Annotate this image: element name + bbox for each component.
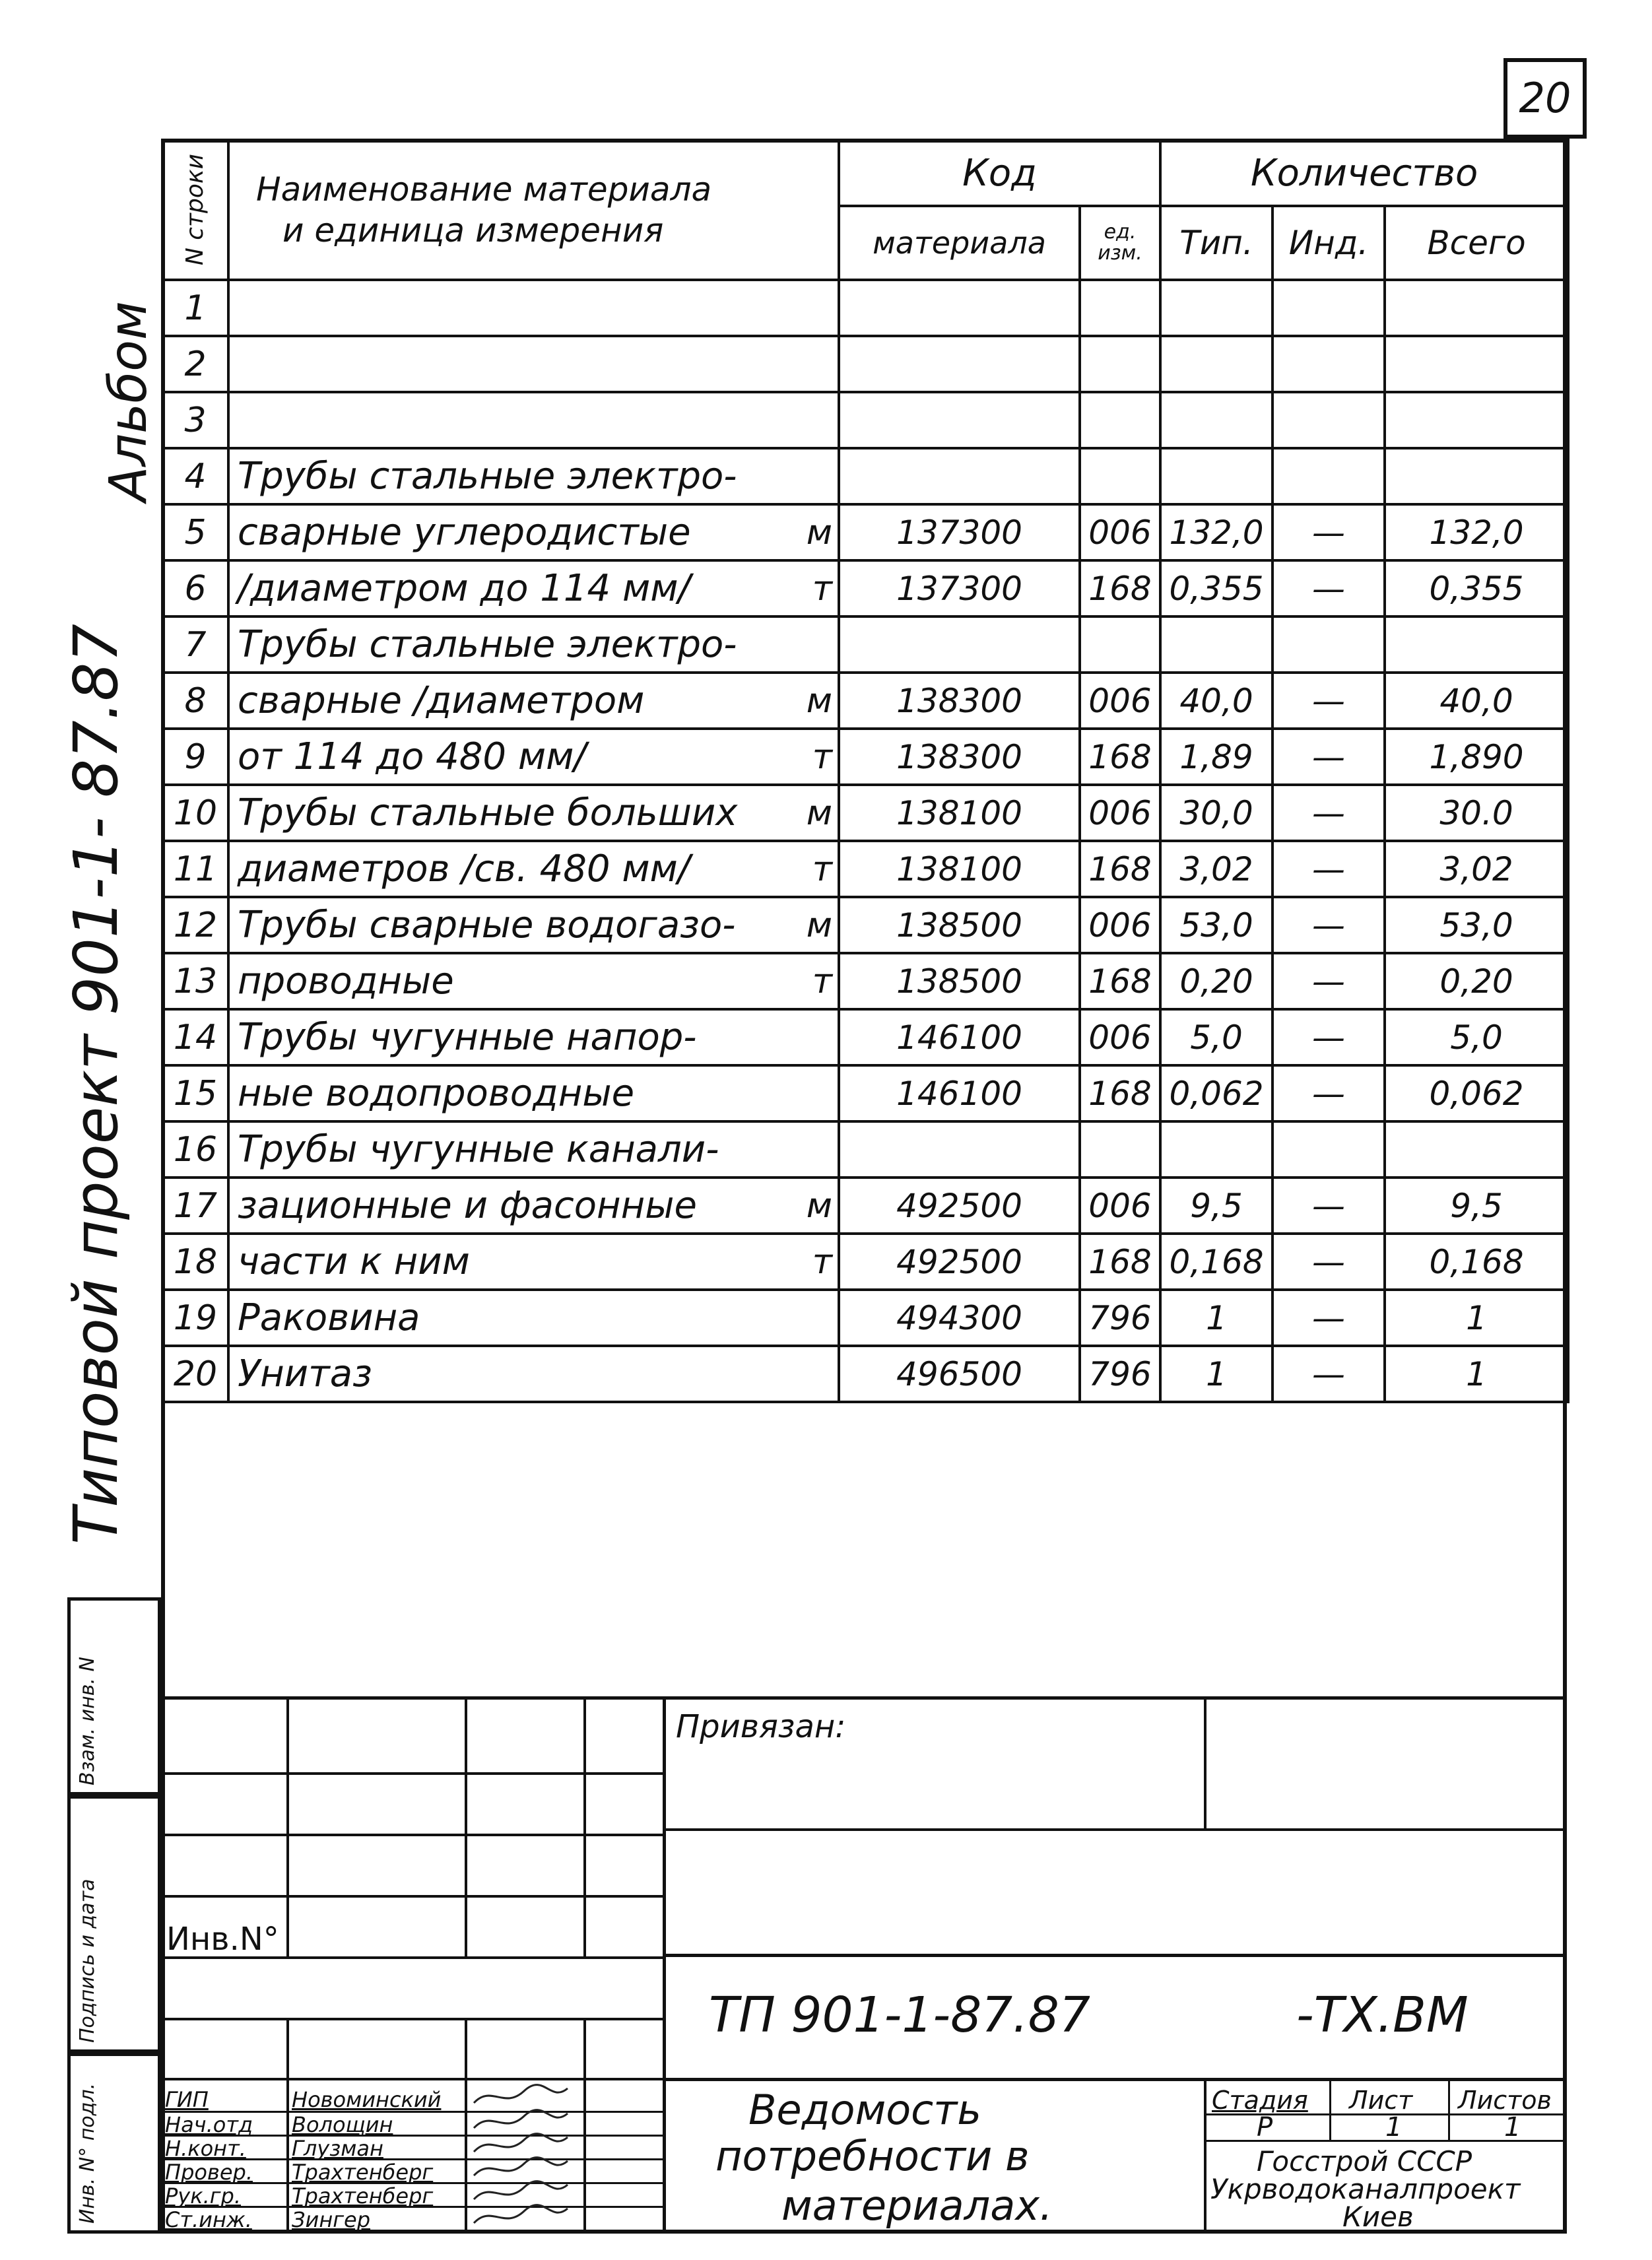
row-unit-letter: м [793,504,839,560]
row-name [228,336,793,392]
row-number: 18 [162,1234,228,1290]
row-name: Трубы сварные водогазо- [228,897,793,953]
row-unit-code [1080,616,1160,673]
row-qty-ind [1272,616,1385,673]
row-unit-code [1080,336,1160,392]
row-unit-code: 006 [1080,785,1160,841]
row-number: 6 [162,560,228,616]
row-unit-code: 168 [1080,1065,1160,1121]
row-name: сварные углеродистые [228,504,793,560]
row-code: 492500 [839,1234,1080,1290]
signatory-name: Новоминский [292,2087,442,2112]
row-unit-letter [793,1121,839,1178]
row-qty-total [1385,616,1568,673]
table-row [162,1065,1568,1121]
row-qty-ind [1272,336,1385,392]
row-unit-letter [793,1065,839,1121]
row-qty-total: 0,168 [1385,1234,1568,1290]
row-qty-typ: 5,0 [1160,1009,1272,1065]
table-row [162,1009,1568,1065]
row-qty-typ: 1 [1160,1290,1272,1346]
row-code: 492500 [839,1178,1080,1234]
row-unit-letter: т [793,953,839,1009]
row-qty-total: 0,20 [1385,953,1568,1009]
row-code [839,336,1080,392]
table-row [162,841,1568,897]
row-code: 138300 [839,673,1080,729]
row-unit-letter: м [793,897,839,953]
row-unit-code: 168 [1080,729,1160,785]
sheet-label: Лист [1349,2086,1413,2115]
row-number: 14 [162,1009,228,1065]
title-block [161,1696,1567,2234]
row-qty-typ: 3,02 [1160,841,1272,897]
row-number: 2 [162,336,228,392]
row-unit-code: 168 [1080,1234,1160,1290]
signature-mark [471,2203,570,2236]
row-code [839,280,1080,336]
row-number: 10 [162,785,228,841]
row-name: сварные /диаметром [228,673,793,729]
row-name: Трубы стальные больших [228,785,793,841]
table-row [162,560,1568,616]
doc-title-line2: потребности в [715,2132,1030,2180]
doc-mark: -ТХ.ВМ [1296,1987,1469,2044]
row-unit-code: 168 [1080,841,1160,897]
row-qty-total: 30.0 [1385,785,1568,841]
signatory-name: Глузман [292,2136,383,2161]
sheet-number-box [1503,58,1587,139]
signatory-role: Н.конт. [165,2136,246,2161]
row-qty-typ [1160,280,1272,336]
table-row [162,673,1568,729]
header-qty-typ: Тип. [1160,206,1272,280]
signatory-name: Трахтенберг [292,2183,434,2209]
table-row [162,785,1568,841]
row-unit-letter [793,616,839,673]
signatory-role: Ст.инж. [165,2207,252,2232]
table-row [162,897,1568,953]
row-qty-ind: — [1272,1346,1385,1402]
row-unit-letter: м [793,673,839,729]
row-unit-code: 796 [1080,1346,1160,1402]
row-qty-total: 53,0 [1385,897,1568,953]
row-number: 20 [162,1346,228,1402]
row-unit-letter: т [793,560,839,616]
row-qty-ind: — [1272,785,1385,841]
row-qty-ind: — [1272,1290,1385,1346]
header-code-material: материала [839,206,1080,280]
row-qty-typ: 0,168 [1160,1234,1272,1290]
stamp-original-inv-label: Инв. N° подл. [76,2082,99,2224]
row-code: 138500 [839,953,1080,1009]
row-code: 137300 [839,504,1080,560]
row-qty-ind [1272,448,1385,504]
row-name [228,280,793,336]
row-number: 12 [162,897,228,953]
row-qty-ind [1272,280,1385,336]
row-number: 4 [162,448,228,504]
stamp-signature-date [67,1795,161,2053]
row-qty-typ: 30,0 [1160,785,1272,841]
row-unit-code: 006 [1080,897,1160,953]
row-name: Унитаз [228,1346,793,1402]
row-qty-ind: — [1272,560,1385,616]
materials-table [161,139,1569,1403]
project-code: ТП 901-1-87.87 [709,1987,1090,2044]
row-unit-code: 168 [1080,953,1160,1009]
table-row [162,448,1568,504]
row-unit-code: 006 [1080,673,1160,729]
row-qty-typ: 1,89 [1160,729,1272,785]
row-qty-typ [1160,392,1272,448]
side-project-title: Типовой проект 901-1- 87.87 [61,624,131,1545]
header-name: Наименование материала и единица измерения [228,140,839,280]
org-line3: Киев [1342,2201,1414,2233]
row-qty-typ [1160,336,1272,392]
row-name: диаметров /св. 480 мм/ [228,841,793,897]
row-unit-letter [793,1290,839,1346]
row-unit-letter: м [793,785,839,841]
table-row [162,1290,1568,1346]
row-name: Трубы чугунные канали- [228,1121,793,1178]
row-unit-letter [793,448,839,504]
row-qty-ind: — [1272,841,1385,897]
row-qty-total: 1 [1385,1346,1568,1402]
row-qty-ind [1272,392,1385,448]
table-row [162,953,1568,1009]
table-row [162,729,1568,785]
row-code: 494300 [839,1290,1080,1346]
row-qty-total: 3,02 [1385,841,1568,897]
row-number: 15 [162,1065,228,1121]
row-qty-ind: — [1272,504,1385,560]
sheets-label: Листов [1458,2086,1552,2115]
row-qty-typ: 132,0 [1160,504,1272,560]
row-qty-typ: 9,5 [1160,1178,1272,1234]
table-row [162,1121,1568,1178]
side-album-label: Альбом [99,301,158,502]
row-number: 19 [162,1290,228,1346]
row-qty-typ: 0,062 [1160,1065,1272,1121]
row-unit-letter: м [793,1178,839,1234]
table-row [162,280,1568,336]
stamp-original-inv [67,2053,161,2234]
row-name: Раковина [228,1290,793,1346]
row-name: Трубы стальные электро- [228,616,793,673]
stamp-signature-date-label: Подпись и дата [76,1878,99,2043]
row-unit-letter: т [793,729,839,785]
row-unit-code [1080,280,1160,336]
org-line2: Укрводоканалпроект [1210,2173,1521,2205]
row-unit-letter [793,392,839,448]
row-number: 11 [162,841,228,897]
row-qty-total [1385,392,1568,448]
row-code: 138300 [839,729,1080,785]
row-number: 3 [162,392,228,448]
table-row [162,504,1568,560]
row-qty-total [1385,280,1568,336]
row-qty-typ [1160,616,1272,673]
row-qty-ind [1272,1121,1385,1178]
stage-label: Стадия [1212,2086,1308,2115]
row-qty-ind: — [1272,1065,1385,1121]
signatory-role: Рук.гр. [165,2183,242,2209]
inv-label: Инв.N° [166,1921,279,1958]
row-number: 7 [162,616,228,673]
header-unit: ед. изм. [1080,206,1160,280]
row-code: 496500 [839,1346,1080,1402]
row-qty-total: 0,355 [1385,560,1568,616]
row-unit-letter [793,1346,839,1402]
row-code: 137300 [839,560,1080,616]
row-number: 5 [162,504,228,560]
row-unit-code: 168 [1080,560,1160,616]
row-qty-typ [1160,1121,1272,1178]
row-qty-total: 1 [1385,1290,1568,1346]
header-row-no: N строки [162,140,228,280]
row-code: 138100 [839,841,1080,897]
row-qty-total: 5,0 [1385,1009,1568,1065]
signatory-name: Зингер [292,2207,371,2232]
row-code: 146100 [839,1009,1080,1065]
table-row [162,616,1568,673]
row-number: 17 [162,1178,228,1234]
header-qty-total: Всего [1385,206,1568,280]
stamp-replaced-inv [67,1597,161,1795]
row-unit-letter [793,1009,839,1065]
sheet-number: 20 [1519,74,1571,122]
header-code-group: Код [839,140,1160,206]
row-unit-code: 006 [1080,1178,1160,1234]
signatory-name: Волощин [292,2112,393,2137]
row-qty-ind: — [1272,729,1385,785]
row-name: Трубы чугунные напор- [228,1009,793,1065]
row-qty-total: 40,0 [1385,673,1568,729]
table-row [162,392,1568,448]
row-unit-code: 006 [1080,1009,1160,1065]
row-qty-total: 1,890 [1385,729,1568,785]
row-code: 138100 [839,785,1080,841]
row-qty-total: 132,0 [1385,504,1568,560]
row-code [839,616,1080,673]
row-qty-total [1385,448,1568,504]
row-name: проводные [228,953,793,1009]
row-qty-total: 0,062 [1385,1065,1568,1121]
row-unit-letter [793,280,839,336]
row-qty-ind: — [1272,897,1385,953]
row-unit-code [1080,392,1160,448]
signatory-role: Нач.отд [165,2112,253,2137]
row-qty-typ [1160,448,1272,504]
row-qty-ind: — [1272,953,1385,1009]
table-row [162,1234,1568,1290]
row-qty-total: 9,5 [1385,1178,1568,1234]
row-code: 138500 [839,897,1080,953]
row-qty-ind: — [1272,673,1385,729]
row-unit-letter: т [793,841,839,897]
row-qty-typ: 1 [1160,1346,1272,1402]
row-name: Трубы стальные электро- [228,448,793,504]
row-unit-code [1080,1121,1160,1178]
row-number: 1 [162,280,228,336]
row-unit-code [1080,448,1160,504]
row-code [839,1121,1080,1178]
row-unit-code: 006 [1080,504,1160,560]
signatory-role: Провер. [165,2160,253,2185]
row-name: от 114 до 480 мм/ [228,729,793,785]
bound-label: Привязан: [676,1708,846,1745]
row-number: 16 [162,1121,228,1178]
doc-title-line1: Ведомость [748,2086,981,2134]
stamp-replaced-inv-label: Взам. инв. N [76,1657,99,1785]
table-row [162,1178,1568,1234]
row-number: 8 [162,673,228,729]
header-qty-ind: Инд. [1272,206,1385,280]
row-number: 13 [162,953,228,1009]
signatory-role: ГИП [165,2087,209,2112]
row-name: части к ним [228,1234,793,1290]
row-unit-code: 796 [1080,1290,1160,1346]
row-qty-typ: 53,0 [1160,897,1272,953]
signatory-name: Трахтенберг [292,2160,434,2185]
row-qty-ind: — [1272,1234,1385,1290]
row-qty-typ: 0,355 [1160,560,1272,616]
row-qty-typ: 40,0 [1160,673,1272,729]
row-number: 9 [162,729,228,785]
row-name: зационные и фасонные [228,1178,793,1234]
row-code [839,448,1080,504]
row-unit-letter: т [793,1234,839,1290]
row-name: /диаметром до 114 мм/ [228,560,793,616]
row-qty-ind: — [1272,1178,1385,1234]
org-line1: Госстрой СССР [1257,2145,1472,2177]
row-name: ные водопроводные [228,1065,793,1121]
table-row [162,336,1568,392]
doc-title-line3: материалах. [781,2181,1053,2230]
table-row [162,1346,1568,1402]
stage-value: Р [1257,2112,1273,2143]
sheet-value: 1 [1385,2112,1403,2143]
row-qty-total [1385,336,1568,392]
row-code: 146100 [839,1065,1080,1121]
row-code [839,392,1080,448]
header-qty-group: Количество [1160,140,1568,206]
sheets-value: 1 [1504,2112,1521,2143]
row-qty-ind: — [1272,1009,1385,1065]
row-qty-total [1385,1121,1568,1178]
row-qty-typ: 0,20 [1160,953,1272,1009]
row-name [228,392,793,448]
row-unit-letter [793,336,839,392]
